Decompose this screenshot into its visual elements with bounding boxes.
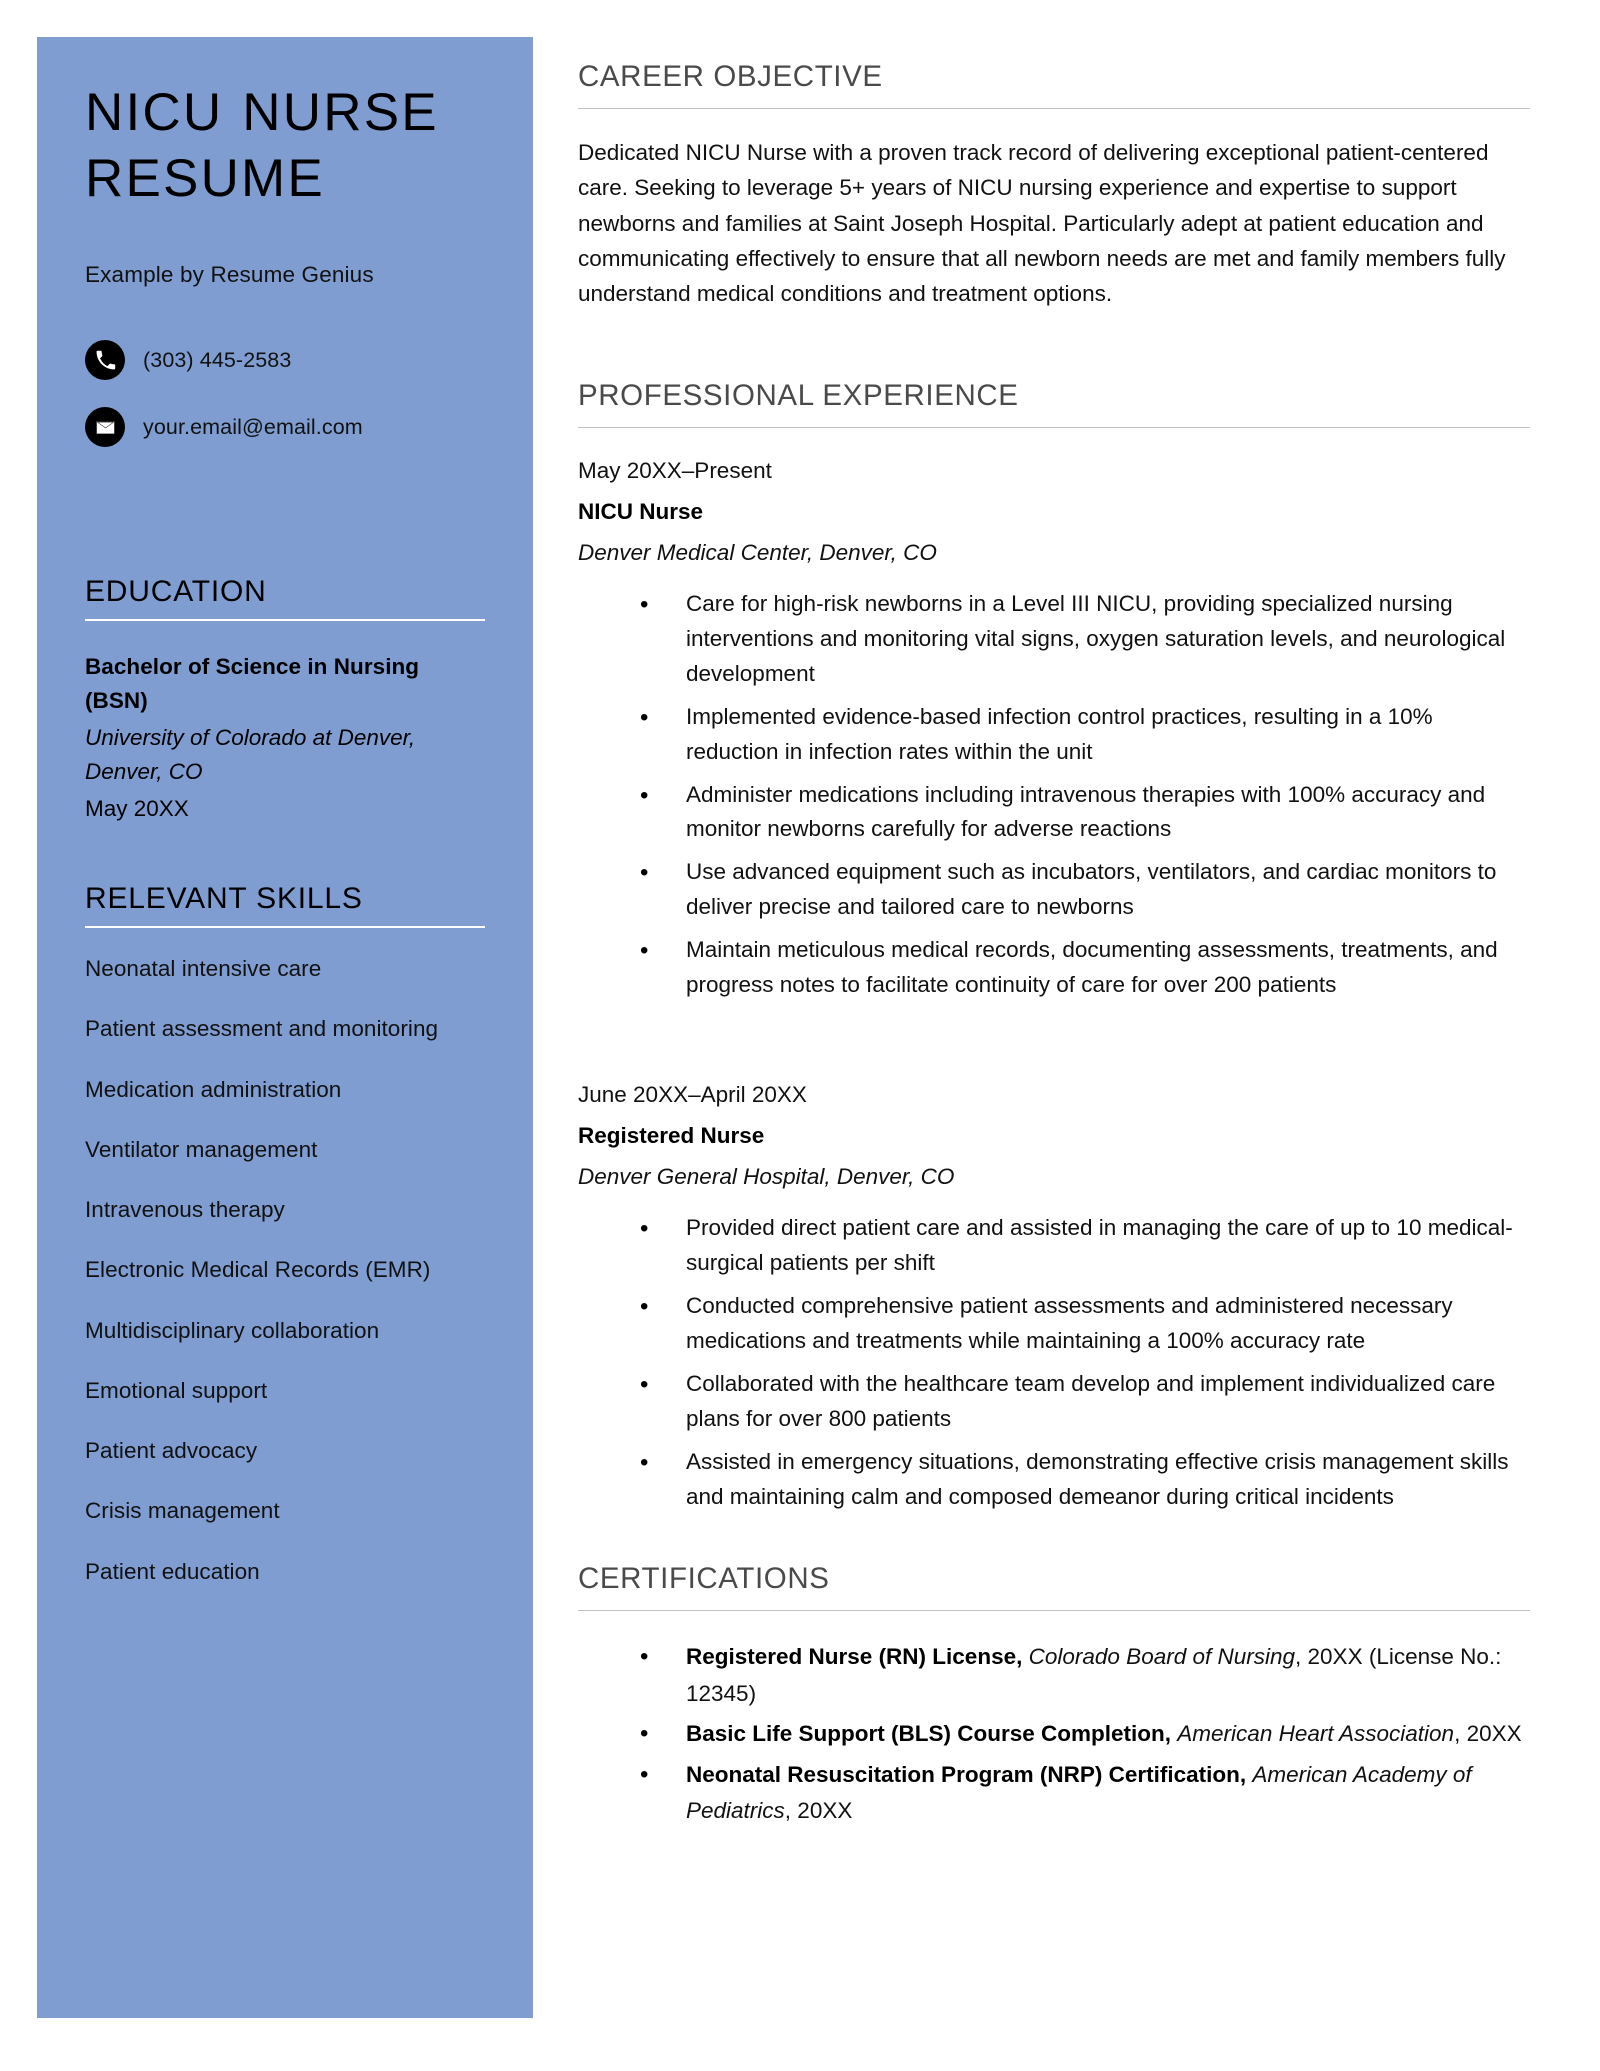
certifications-divider [578, 1610, 1530, 1611]
skill-item: Electronic Medical Records (EMR) [85, 1257, 431, 1283]
certification-issuer: American Heart Association [1177, 1721, 1455, 1747]
resume-byline: Example by Resume Genius [85, 262, 374, 288]
job-bullet: • Implemented evidence-based infection control practices, resulting in a 10% reduction in infection rates within the unit [640, 700, 1530, 770]
job-company: Denver General Hospital, Denver, CO [578, 1163, 955, 1189]
certification-item [640, 1639, 1530, 1712]
job-title: Registered Nurse [578, 1123, 765, 1149]
contact-list [85, 288, 485, 447]
certification-name: Basic Life Support (BLS) Course Completion, [686, 1721, 1172, 1747]
skill-item: Crisis management [85, 1498, 280, 1524]
job-bullet: • Care for high-risk newborns in a Level III NICU, providing specialized nursing interventions and monitoring vital signs, oxygen saturation levels, and neurological development [640, 587, 1530, 692]
job-bullet: • Use advanced equipment such as incubators, ventilators, and cardiac monitors to deliver precise and tailored care to newborns [640, 855, 1530, 925]
education-school: University of Colorado at Denver, Denver, CO [85, 724, 416, 785]
skill-item: Patient assessment and monitoring [85, 1016, 439, 1042]
certification-name: Registered Nurse (RN) License, [686, 1644, 1023, 1670]
job-dates: May 20XX–Present [578, 457, 772, 483]
skills-list [85, 928, 485, 1586]
skill-item: Multidisciplinary collaboration [85, 1317, 380, 1343]
skill-item: Emotional support [85, 1377, 268, 1403]
contact-email[interactable] [85, 407, 485, 447]
section-gap [578, 312, 1530, 379]
job-entry [578, 1052, 1530, 1515]
phone-icon [85, 340, 125, 380]
certifications-heading: CERTIFICATIONS [578, 1562, 830, 1596]
education-date: May 20XX [85, 796, 189, 822]
job-bullet: • Administer medications including intravenous therapies with 100% accuracy and monitor newborns carefully for adverse reactions [640, 778, 1530, 848]
job-bullet: • Assisted in emergency situations, demonstrating effective crisis management skills and maintaining calm and composed demeanor during critical incidents [640, 1445, 1530, 1515]
job-bullets [578, 587, 1530, 1003]
job-gap [578, 1011, 1530, 1052]
skills-heading: RELEVANT SKILLS [85, 882, 363, 916]
main-content [578, 60, 1530, 1834]
certification-name: Neonatal Resuscitation Program (NRP) Certification, [686, 1761, 1247, 1787]
contact-phone[interactable] [85, 340, 485, 380]
resume-title: NICU NURSE RESUME [85, 83, 439, 208]
envelope-icon [85, 407, 125, 447]
career-objective-section [578, 60, 1530, 312]
professional-experience-heading: PROFESSIONAL EXPERIENCE [578, 378, 1019, 412]
education-entry [85, 621, 485, 826]
certification-issuer: Colorado Board of Nursing [1028, 1644, 1296, 1670]
job-entry [578, 428, 1530, 1003]
skill-item: Neonatal intensive care [85, 956, 322, 982]
job-bullet: • Collaborated with the healthcare team develop and implement individualized care plans for over 800 patients [640, 1367, 1530, 1437]
job-bullet: • Conducted comprehensive patient assessments and administered necessary medications and treatments while maintaining a 100% accuracy rate [640, 1289, 1530, 1359]
job-dates: June 20XX–April 20XX [578, 1081, 807, 1107]
professional-experience-section [578, 379, 1530, 1515]
certifications-section [578, 1562, 1530, 1829]
certification-year: , 20XX [784, 1798, 853, 1824]
job-bullet: • Provided direct patient care and assisted in managing the care of up to 10 medical-surgical patients per shift [640, 1211, 1530, 1281]
skill-item: Intravenous therapy [85, 1197, 285, 1223]
skills-section [85, 826, 485, 1586]
job-bullet: • Maintain meticulous medical records, documenting assessments, treatments, and progress notes to facilitate continuity of care for over 200 patients [640, 933, 1530, 1003]
education-degree: Bachelor of Science in Nursing (BSN) [85, 654, 420, 714]
sidebar [37, 37, 533, 2018]
phone-number: (303) 445-2583 [143, 347, 292, 372]
certification-item [640, 1716, 1530, 1752]
career-objective-heading: CAREER OBJECTIVE [578, 60, 883, 93]
email-address: your.email@email.com [143, 414, 363, 439]
education-heading: EDUCATION [85, 575, 267, 609]
skill-item: Patient advocacy [85, 1438, 258, 1464]
job-title: NICU Nurse [578, 499, 704, 525]
certification-year: , 20XX [1454, 1721, 1522, 1747]
section-gap [578, 1522, 1530, 1562]
job-company: Denver Medical Center, Denver, CO [578, 539, 937, 565]
career-objective-text: Dedicated NICU Nurse with a proven track record of delivering exceptional patient-centered care. Seeking to leverage 5+ years of NICU nursing experience and expertise to support newborns and families at Saint Joseph Hospital. Particularly adept at patient education and communicating effectively to ensure that all newborn needs are met and family members fully understand medical conditions and treatment options. [578, 140, 1506, 307]
certification-year: , 20XX (License No.: 12345) [686, 1644, 1502, 1706]
education-section [85, 474, 485, 826]
certification-item [640, 1757, 1530, 1830]
skill-item: Ventilator management [85, 1136, 318, 1162]
skill-item: Patient education [85, 1558, 260, 1584]
job-bullets [578, 1211, 1530, 1514]
skill-item: Medication administration [85, 1076, 342, 1102]
certification-issuer: American Academy of Pediatrics [686, 1761, 1472, 1824]
certifications-list [578, 1639, 1530, 1829]
